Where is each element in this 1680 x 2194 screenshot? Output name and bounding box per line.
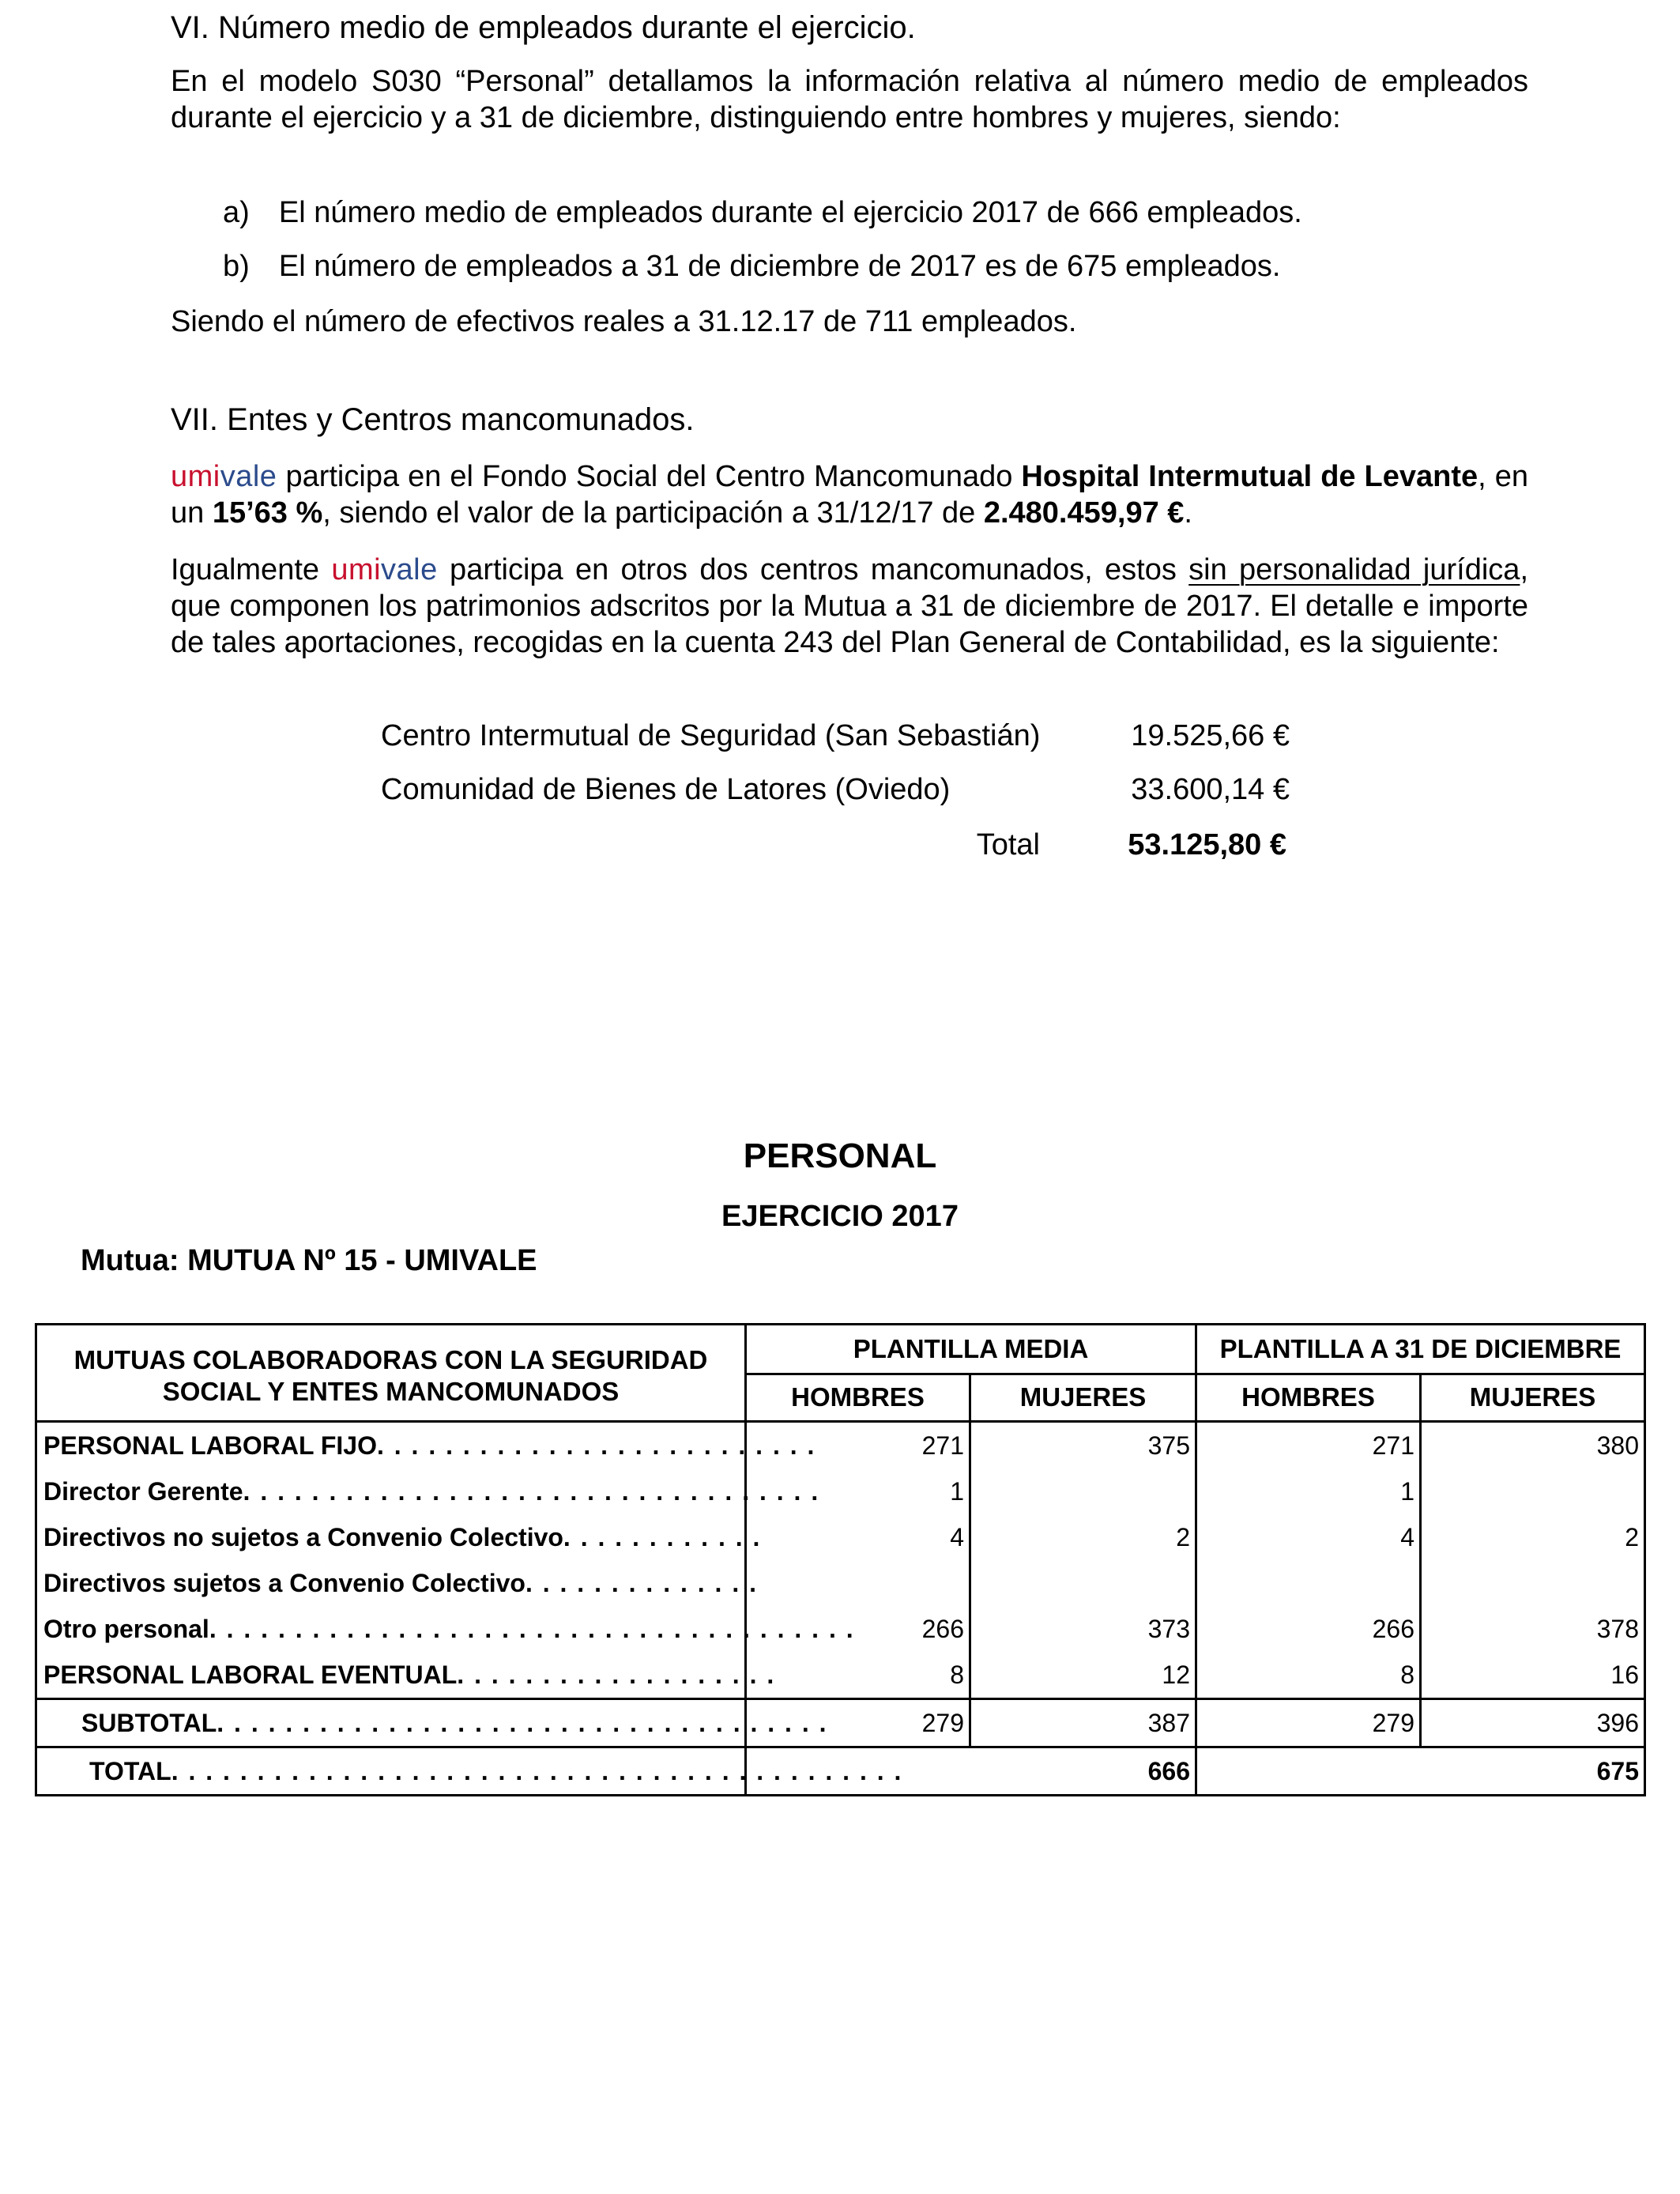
cell-value: 375 [970, 1422, 1196, 1469]
item-b-marker: b) [223, 250, 250, 283]
total-label: Total [976, 828, 1040, 861]
total-amount: 53.125,80 € [1128, 828, 1286, 861]
total-media-value: 666 [746, 1747, 1196, 1796]
total-row [36, 1747, 1645, 1796]
cell-value: 1 [746, 1468, 970, 1514]
center-amount: 19.525,66 € [1131, 719, 1290, 752]
cell-value: 8 [746, 1652, 970, 1699]
item-a [223, 194, 1302, 231]
cell-value: 380 [1421, 1422, 1645, 1469]
row-label: Otro personal. . . . . . . . . . . . . . . . . . . . . . . . . . . . . . . . . . . . . . [36, 1606, 746, 1652]
section-7-paragraph-1: umivale participa en el Fondo Social del Centro Mancomunado Hospital Intermutual de Levante, en un 15’63 %, siendo el valor de la participación a 31/12/17 de 2.480.459,97 €. [171, 460, 1528, 530]
cell-value [970, 1560, 1196, 1606]
header-plantilla-media: PLANTILLA MEDIA [746, 1325, 1196, 1374]
row-label: PERSONAL LABORAL EVENTUAL. . . . . . . . . . . . . . . . . . . [36, 1652, 746, 1699]
cell-value: 279 [1196, 1699, 1421, 1747]
row-label: Directivos sujetos a Convenio Colectivo. . . . . . . . . . . . . . [36, 1560, 746, 1606]
table-header-row [36, 1325, 1645, 1374]
cell-value: 16 [1421, 1652, 1645, 1699]
cell-value [1421, 1560, 1645, 1606]
subtotal-label: SUBTOTAL. . . . . . . . . . . . . . . . . . . . . . . . . . . . . . . . . . . . [36, 1699, 746, 1747]
cell-value: 2 [1421, 1514, 1645, 1560]
cell-value: 378 [1421, 1606, 1645, 1652]
section-6-intro [171, 63, 1528, 136]
header-mujeres: MUJERES [1421, 1374, 1645, 1421]
cell-value: 396 [1421, 1699, 1645, 1747]
table-row [36, 1468, 1645, 1514]
header-mujeres: MUJERES [970, 1374, 1196, 1421]
table-row [36, 1606, 1645, 1652]
cell-value: 387 [970, 1699, 1196, 1747]
cell-value: 271 [746, 1422, 970, 1469]
cell-value: 279 [746, 1699, 970, 1747]
header-hombres: HOMBRES [1196, 1374, 1421, 1421]
table-row [36, 1422, 1645, 1469]
table-row [36, 1514, 1645, 1560]
cell-value [746, 1560, 970, 1606]
cell-value: 8 [1196, 1652, 1421, 1699]
center-row-1 [381, 718, 1290, 754]
table-row [36, 1652, 1645, 1699]
mutua-label: Mutua: MUTUA Nº 15 - UMIVALE [81, 1244, 537, 1277]
personal-table [35, 1323, 1646, 1796]
cell-value [1196, 1560, 1421, 1606]
cell-value: 4 [1196, 1514, 1421, 1560]
subtotal-row [36, 1699, 1645, 1747]
center-name: Comunidad de Bienes de Latores (Oviedo) [381, 773, 951, 806]
cell-value: 4 [746, 1514, 970, 1560]
cell-value: 2 [970, 1514, 1196, 1560]
section-7-paragraph-2: Igualmente umivale participa en otros dos centros mancomunados, estos sin personalidad jurídica, que componen los patrimonios adscritos por la Mutua a 31 de diciembre de 2017. El detalle e importe de tales aportaciones, recogidas en la cuenta 243 del Plan General de Contabilidad, es la siguiente: [171, 553, 1528, 659]
item-b-text: El número de empleados a 31 de diciembre de 2017 es de 675 empleados. [278, 250, 1281, 283]
total-label: TOTAL. . . . . . . . . . . . . . . . . . . . . . . . . . . . . . . . . . . . . . . . . . . [36, 1747, 746, 1796]
table-row [36, 1560, 1645, 1606]
item-b [223, 248, 1280, 285]
item-a-text: El número medio de empleados durante el ejercicio 2017 de 666 empleados. [278, 196, 1302, 229]
participation-percent: 15’63 % [212, 496, 323, 530]
section-6-heading: VI. Número medio de empleados durante el ejercicio. [171, 10, 916, 45]
section-6-closing: Siendo el número de efectivos reales a 31.12.17 de 711 empleados. [171, 305, 1077, 338]
row-label: Directivos no sujetos a Convenio Colectivo. . . . . . . . . . . . [36, 1514, 746, 1560]
umivale-logo: umivale [171, 460, 277, 493]
header-plantilla-diciembre: PLANTILLA A 31 DE DICIEMBRE [1196, 1325, 1645, 1374]
row-label: PERSONAL LABORAL FIJO. . . . . . . . . . . . . . . . . . . . . . . . . . [36, 1422, 746, 1469]
cell-value [970, 1468, 1196, 1514]
hospital-name: Hospital Intermutual de Levante [1021, 460, 1478, 493]
umivale-logo: umivale [331, 553, 438, 586]
cell-value: 266 [1196, 1606, 1421, 1652]
cell-value: 271 [1196, 1422, 1421, 1469]
header-hombres: HOMBRES [746, 1374, 970, 1421]
center-name: Centro Intermutual de Seguridad (San Sebastián) [381, 719, 1041, 752]
item-a-marker: a) [223, 196, 250, 229]
total-diciembre-value: 675 [1196, 1747, 1645, 1796]
underlined-phrase: sin personalidad jurídica [1188, 553, 1520, 586]
participation-value: 2.480.459,97 € [983, 496, 1185, 530]
cell-value [1421, 1468, 1645, 1514]
cell-value: 12 [970, 1652, 1196, 1699]
section-7-heading: VII. Entes y Centros mancomunados. [171, 402, 695, 437]
cell-value: 373 [970, 1606, 1196, 1652]
cell-value: 266 [746, 1606, 970, 1652]
report-title: PERSONAL [743, 1137, 937, 1175]
header-main: MUTUAS COLABORADORAS CON LA SEGURIDAD SOCIAL Y ENTES MANCOMUNADOS [36, 1325, 746, 1422]
section-6-intro-text: En el modelo S030 “Personal” detallamos la información relativa al número medio de empleados durante el ejercicio y a 31 de diciembre, distinguiendo entre hombres y mujeres, siendo: [171, 65, 1528, 134]
row-label: Director Gerente. . . . . . . . . . . . . . . . . . . . . . . . . . . . . . . . . . [36, 1468, 746, 1514]
report-subtitle: EJERCICIO 2017 [721, 1200, 959, 1233]
center-amount: 33.600,14 € [1131, 773, 1290, 806]
center-row-2 [381, 771, 1290, 808]
cell-value: 1 [1196, 1468, 1421, 1514]
